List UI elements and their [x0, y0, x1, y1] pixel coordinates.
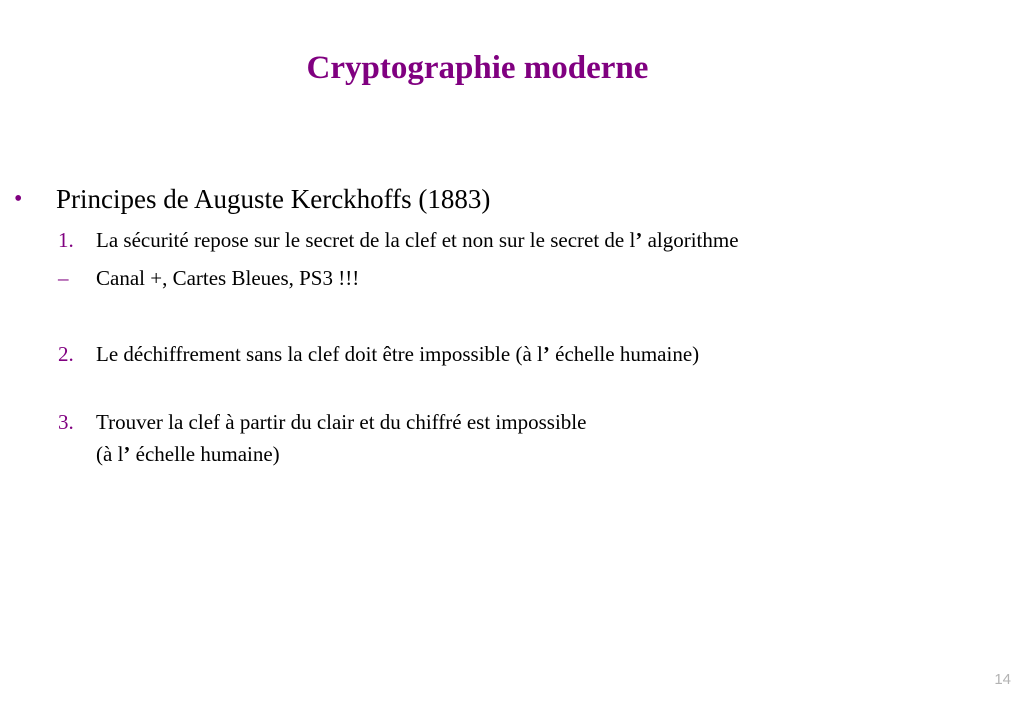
slide-title: [0, 48, 1023, 88]
dash-marker: –: [58, 266, 69, 290]
slide-title-text: Cryptographie moderne: [306, 50, 649, 86]
principle-2-number: 2.: [58, 342, 74, 366]
page-number: 14: [994, 671, 1011, 688]
example-text: Canal +, Cartes Bleues, PS3 !!!: [96, 266, 360, 290]
bullet-marker: •: [14, 186, 23, 212]
principle-2-text: Le déchiffrement sans la clef doit être impossible (à l’ échelle humaine): [96, 342, 700, 366]
principle-3-number: 3.: [58, 410, 74, 434]
principle-1-text: La sécurité repose sur le secret de la clef et non sur le secret de l’ algorithme: [96, 228, 739, 252]
principle-3-text: [96, 408, 586, 468]
principle-3-line-1: Trouver la clef à partir du clair et du chiffré est impossible: [96, 410, 587, 434]
bullet-principles-text: Principes de Auguste Kerckhoffs (1883): [56, 184, 491, 214]
principle-1-number: 1.: [58, 228, 74, 252]
principle-3-line-2: (à l’ échelle humaine): [96, 442, 280, 466]
